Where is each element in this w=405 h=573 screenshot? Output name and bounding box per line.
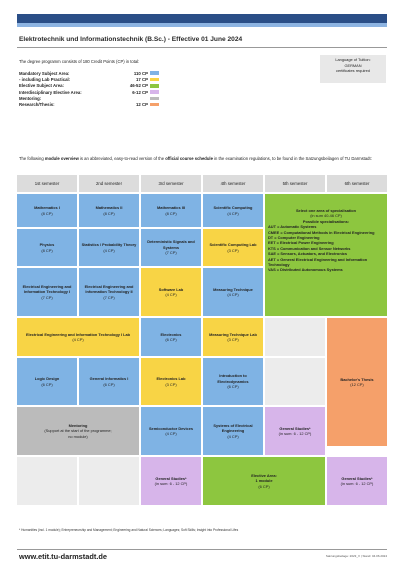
module-general-informatics — [79, 358, 139, 405]
module-cp: (4 CP) — [227, 210, 239, 216]
module-name: Statistics / Probability Theory — [81, 242, 137, 248]
module-name: Elective Area: — [251, 472, 277, 478]
module-cp: (6 CP) — [103, 381, 115, 387]
title-divider — [17, 47, 387, 48]
module-elective-area — [203, 457, 325, 505]
module-name: Mathematics II — [95, 205, 123, 211]
module-cp: (6 CP) — [165, 337, 177, 342]
module-cp: (in sum: 6 - 12 CP) — [278, 431, 312, 436]
empty-cell — [265, 358, 325, 405]
module-cp: (4 CP) — [227, 433, 239, 439]
module-cp: (3 CP) — [165, 381, 177, 387]
cp-color-swatch — [150, 78, 159, 82]
cp-color-swatch — [150, 71, 159, 75]
module-logic-design — [17, 358, 77, 405]
module-cp: (8 CP) — [103, 210, 115, 216]
module-name: General Studies* — [155, 475, 187, 481]
specialisation-item: EET = Electrical Power Engineering — [268, 240, 334, 246]
module-name: Electronics — [160, 331, 182, 337]
specialisation-item: SAE = Sensors, Actuators, and Electronics — [268, 251, 348, 257]
module-name: Electrical Engineering and Information Technology I — [22, 283, 72, 295]
module-name: Introduction to Electrodynamics — [217, 373, 249, 384]
cp-value: 17 CP — [136, 76, 148, 82]
module-name: Measuring Technique Lab — [209, 331, 257, 337]
mentoring-note: (Support at the start of the programme; — [44, 428, 112, 434]
module-cp: (3 CP) — [227, 247, 239, 253]
cp-color-swatch — [150, 97, 159, 101]
specialisation-item: VAS = Distributed Autonomous Systems — [268, 267, 343, 273]
header-bar — [17, 14, 387, 23]
cp-label: Research/Thesis: — [19, 102, 55, 108]
module-cp: (8 CP) — [41, 210, 53, 216]
module-measuring-technique-lab — [203, 318, 263, 356]
semester-header-2: 2nd semester — [79, 175, 139, 192]
module-software-lab — [141, 268, 201, 316]
module-name: General Informatics I — [89, 376, 129, 382]
module-name: Electrical Engineering and Information Technology II — [84, 283, 134, 295]
semester-header-5: 5th semester — [265, 175, 325, 192]
empty-cell — [265, 318, 325, 356]
module-electronics-lab — [141, 358, 201, 405]
overview-part: The following — [19, 156, 45, 161]
module-name: Scientific Computing Lab — [209, 242, 257, 248]
module-cp: (4 CP) — [72, 337, 84, 342]
tuition-label: Language of Tuition: — [335, 57, 371, 62]
specialisation-title: Select one area of specialisation — [295, 208, 357, 213]
module-name: Deterministic Signals and Systems — [147, 239, 195, 250]
module-mathematics-3 — [141, 194, 201, 227]
header-bar-accent — [17, 23, 387, 27]
footer-meta: Satzungsbeilage: 2023_V | Stand: 04.06.2024 — [325, 554, 387, 558]
tuition-language: GERMAN — [344, 62, 362, 68]
module-cp: (in sum: 6 - 12 CP) — [340, 481, 374, 486]
empty-cell — [79, 457, 139, 505]
footnote: * Humanities (incl. 1 module); Entrepreneurship and Management; Engineering and Natural Sciences; Languages; Soft Skills; Insight into Professional Lifes — [19, 528, 239, 532]
semester-header-1: 1st semester — [17, 175, 77, 192]
module-semiconductor-devices — [141, 407, 201, 455]
module-electrodynamics — [203, 358, 263, 405]
cp-label: Interdisciplinary Elective Area: — [19, 89, 82, 95]
module-cp: (8 CP) — [41, 247, 53, 253]
mentoring-title: Mentoring — [68, 422, 88, 428]
module-mathematics-2 — [79, 194, 139, 227]
module-name: General Studies* — [341, 475, 373, 481]
module-cp: (7 CP) — [41, 294, 53, 300]
overview-part: is an abbreviated, easy-to-read version of the — [78, 156, 166, 161]
cp-value: 46-52 CP — [129, 83, 148, 89]
mentoring-note: no module) — [68, 433, 88, 439]
module-name: Scientific Computing — [213, 205, 253, 211]
semester-header-4: 4th semester — [203, 175, 263, 192]
module-physics — [17, 229, 77, 266]
credit-points-table — [19, 70, 159, 108]
module-cp: (4 CP) — [103, 247, 115, 253]
overview-bold: module overview — [44, 156, 79, 161]
cp-label: Mandatory Subject Area: — [19, 70, 70, 76]
module-name: Electronics Lab — [156, 376, 186, 382]
tuition-note: certificates required — [336, 68, 370, 74]
module-name: Electrical Engineering and Information Technology I Lab — [25, 331, 131, 337]
module-cp: (4 CP) — [165, 431, 177, 436]
module-electronics — [141, 318, 201, 356]
cp-label: Mentoring: — [19, 95, 42, 101]
cp-color-swatch — [150, 90, 159, 94]
module-name: Software Lab — [158, 286, 184, 292]
overview-text — [19, 156, 389, 162]
module-name: General Studies* — [279, 425, 311, 431]
semester-header-6: 6th semester — [327, 175, 387, 192]
specialisation-area — [265, 194, 387, 316]
cp-row-elective — [19, 83, 159, 89]
module-name: Measuring Technique — [213, 286, 253, 292]
module-overview-grid — [17, 175, 387, 505]
specialisation-item: CMEE = Computational Methods in Electrical Engineering — [268, 229, 375, 235]
specialisation-item: AUT = Automatic Systems — [268, 224, 317, 230]
cp-color-swatch — [150, 84, 159, 88]
module-cp: (6 CP) — [41, 381, 53, 387]
module-name: Systems of Electrical Engineering — [213, 422, 253, 434]
cp-value: 110 CP — [133, 70, 148, 76]
module-name: Mathematics III — [157, 205, 185, 211]
intro-text: The degree programm consists of 180 Credit Points (CP) in total: — [19, 59, 140, 64]
overview-part: in the examination regulations, to be found in the Satzungsbeilagen of TU Darmstadt: — [212, 156, 372, 161]
module-name: Logic Design — [34, 376, 60, 382]
cp-row-thesis — [19, 101, 159, 107]
cp-row-mandatory — [19, 70, 159, 76]
module-general-studies-5 — [265, 407, 325, 455]
module-cp: (3 CP) — [227, 337, 239, 342]
module-deterministic-signals — [141, 229, 201, 266]
specialisation-heading: Possible specialisations: — [302, 218, 350, 224]
module-name: Semiconductor Devices — [148, 425, 194, 431]
module-cp: (4 CP) — [227, 292, 239, 297]
footer-divider — [17, 549, 387, 550]
cp-label: - including Lab Practical: — [19, 76, 71, 82]
module-cp: (7 CP) — [103, 294, 115, 300]
tuition-box — [320, 55, 386, 83]
module-name: Physics — [39, 242, 55, 248]
module-general-studies-3 — [141, 457, 201, 505]
module-cp: (8 CP) — [165, 210, 177, 216]
module-systems-electrical-engineering — [203, 407, 263, 455]
module-bachelor-thesis — [327, 318, 387, 446]
mentoring-block — [17, 407, 139, 455]
module-scientific-computing — [203, 194, 263, 227]
module-cp: (12 CP) — [350, 382, 364, 387]
module-scientific-computing-lab — [203, 229, 263, 266]
module-cp: (6 CP) — [227, 384, 239, 390]
module-cp: (in sum: 6 - 12 CP) — [154, 481, 188, 486]
cp-value: 6-12 CP — [132, 89, 148, 95]
module-cp: (6 CP) — [258, 483, 270, 489]
empty-cell — [17, 457, 77, 505]
module-eeit-1-lab — [17, 318, 139, 356]
cp-value: 12 CP — [136, 102, 148, 108]
module-eeit-2 — [79, 268, 139, 316]
module-measuring-technique — [203, 268, 263, 316]
cp-row-interdisciplinary — [19, 89, 159, 95]
cp-row-lab — [19, 76, 159, 82]
cp-color-swatch — [150, 103, 159, 107]
module-name: Mathematics I — [34, 205, 60, 211]
module-sub: 1 module — [255, 478, 273, 484]
website-link[interactable]: www.etit.tu-darmstadt.de — [19, 552, 108, 561]
module-cp: (7 CP) — [165, 250, 177, 256]
cp-label: Elective Subject Area: — [19, 83, 64, 89]
module-statistics — [79, 229, 139, 266]
page-title: Elektrotechnik und Informationstechnik (B.Sc.) - Effective 01 June 2024 — [19, 36, 243, 43]
specialisation-cp: (in sum 40-46 CP) — [310, 213, 342, 219]
specialisation-item: AET = General Electrical Engineering and Information Technology — [268, 256, 368, 268]
semester-header-3: 3rd semester — [141, 175, 201, 192]
module-mathematics-1 — [17, 194, 77, 227]
module-cp: (4 CP) — [165, 292, 177, 297]
overview-bold: official course schedule — [165, 156, 213, 161]
module-name: Bachelor's Thesis — [340, 376, 374, 382]
specialisation-item: KTS = Communication and Sensor Networks — [268, 245, 351, 251]
module-general-studies-6 — [327, 457, 387, 505]
specialisation-item: DT = Computer Engineering — [268, 235, 320, 241]
module-eeit-1 — [17, 268, 77, 316]
